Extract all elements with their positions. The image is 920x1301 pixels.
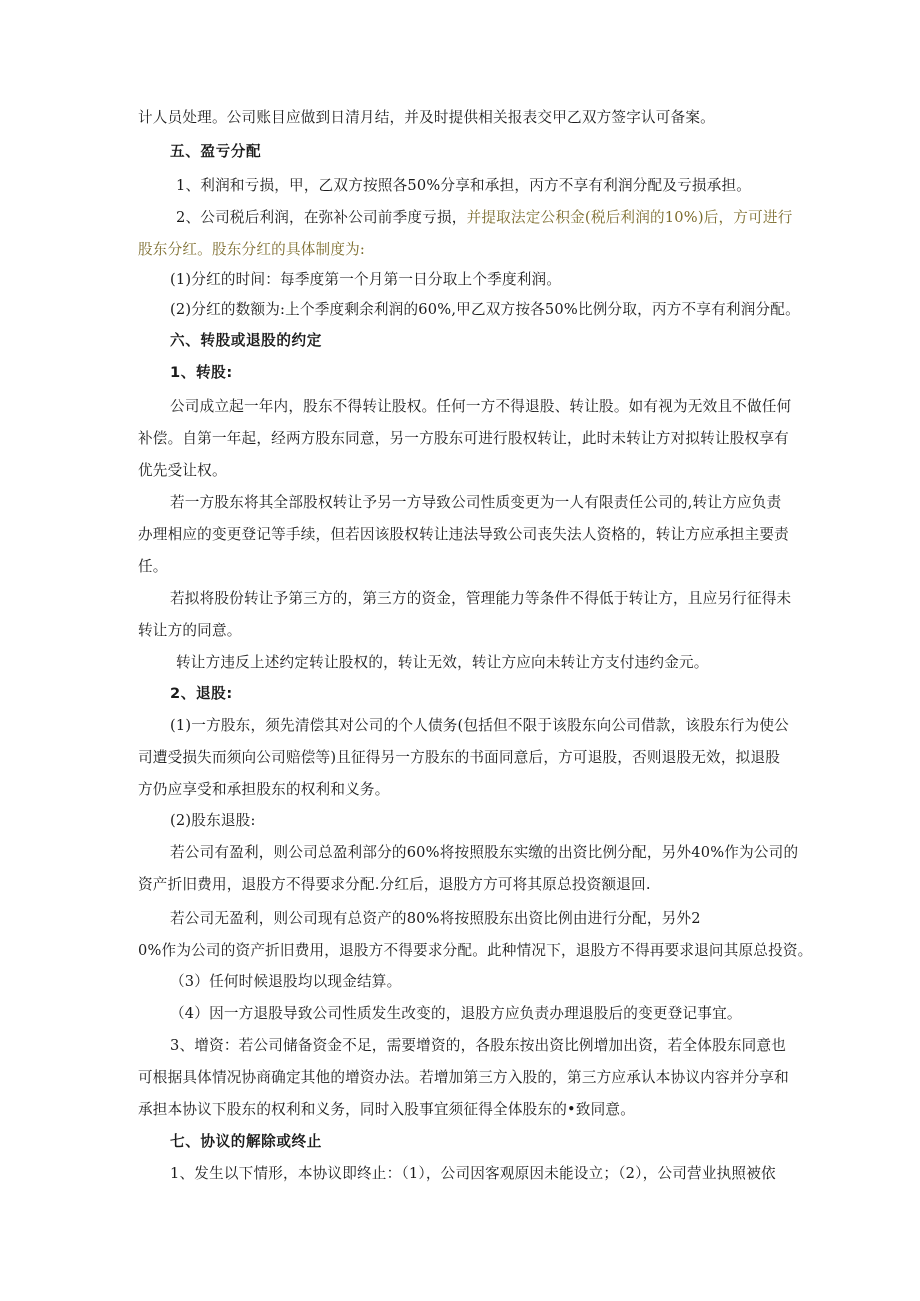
paragraph-line: (2)股东退股: [170, 812, 256, 829]
paragraph-line: 补偿。自第一年起，经两方股东同意，另一方股东可进行股权转让，此时未转让方对拟转让股权享有 [138, 430, 789, 447]
section-heading-6: 六、转股或退股的约定 [170, 332, 322, 349]
paragraph-line: 承担本协议下股东的权利和义务，同时入股事宜须征得全体股东的•致同意。 [138, 1101, 636, 1118]
paragraph-line: 1、发生以下情形，本协议即终止：（1），公司因客观原因未能设立；（2），公司营业执照被依 [170, 1165, 776, 1182]
paragraph-line: 资产折旧费用，退股方不得要求分配.分红后，退股方方可将其原总投资额退回. [138, 876, 651, 893]
paragraph-line: 方仍应享受和承担股东的权利和义务。 [138, 781, 390, 798]
paragraph-line: 可根据具体情况协商确定其他的增资办法。若增加第三方入股的，第三方应承认本协议内容并分享和 [138, 1069, 789, 1086]
paragraph-line-part: 2、公司税后利润，在弥补公司前季度亏损， [176, 209, 467, 226]
paragraph-line: (1)一方股东，须先清偿其对公司的个人债务(包括但不限于该股东向公司借款，该股东行为使公 [170, 717, 789, 734]
paragraph-line [176, 208, 793, 228]
paragraph-line: 若公司无盈利，则公司现有总资产的80%将按照股东出资比例由进行分配，另外2 [170, 910, 701, 927]
paragraph-line: 3、增资：若公司储备资金不足，需要增资的，各股东按出资比例增加出资，若全体股东同意也 [170, 1037, 787, 1054]
paragraph-line: 1、利润和亏损，甲，乙双方按照各50%分享和承担，丙方不享有利润分配及亏损承担。 [176, 177, 752, 194]
paragraph-line: 若拟将股份转让予第三方的，第三方的资金，管理能力等条件不得低于转让方，且应另行征得未 [170, 590, 792, 607]
highlighted-text: 并提取法定公积金(税后利润的10%)后，方可进行 [466, 209, 793, 226]
section-heading-5: 五、盈亏分配 [170, 143, 262, 160]
paragraph-line: 转让方的同意。 [138, 622, 242, 639]
paragraph-line: 优先受让权。 [138, 462, 227, 479]
paragraph-line: 转让方违反上述约定转让股权的，转让无效，转让方应向未转让方支付违约金元。 [176, 654, 709, 671]
paragraph-line: 若一方股东将其全部股权转让予另一方导致公司性质变更为一人有限责任公司的,转让方应负责 [170, 494, 782, 511]
paragraph-line: 计人员处理。公司账目应做到日清月结，并及时提供相关报表交甲乙双方签字认可备案。 [138, 109, 715, 126]
paragraph-line: （4）因一方退股导致公司性质发生改变的，退股方应负责办理退股后的变更登记事宜。 [170, 1005, 742, 1022]
paragraph-line: (1)分红的时间：每季度第一个月第一日分取上个季度利润。 [170, 271, 562, 288]
paragraph-line: (2)分红的数额为:上个季度剩余利润的60%,甲乙双方按各50%比例分取，丙方不享有利润分配。 [170, 301, 800, 318]
paragraph-line: 任。 [138, 558, 168, 575]
paragraph-line: （3）任何时候退股均以现金结算。 [170, 973, 402, 990]
paragraph-line: 0%作为公司的资产折旧费用，退股方不得要求分配。此种情况下，退股方不得再要求退问其原总投资。 [138, 942, 813, 959]
paragraph-line: 办理相应的变更登记等手续，但若因该股权转让违法导致公司丧失法人资格的，转让方应承担主要责 [138, 526, 789, 543]
subsection-heading-transfer: 1、转股: [170, 364, 233, 381]
paragraph-line: 若公司有盈利，则公司总盈利部分的60%将按照股东实缴的出资比例分配，另外40%作为公司的 [170, 844, 799, 861]
paragraph-line: 公司成立起一年内，股东不得转让股权。任何一方不得退股、转让股。如有视为无效且不做任何 [170, 398, 792, 415]
subsection-heading-withdraw: 2、退股: [170, 685, 233, 702]
section-heading-7: 七、协议的解除或终止 [170, 1133, 322, 1150]
paragraph-line: 司遭受损失而须向公司赔偿等)且征得另一方股东的书面同意后，方可退股，否则退股无效，拟退股 [138, 749, 781, 766]
highlighted-line: 股东分红。股东分红的具体制度为: [138, 241, 366, 258]
